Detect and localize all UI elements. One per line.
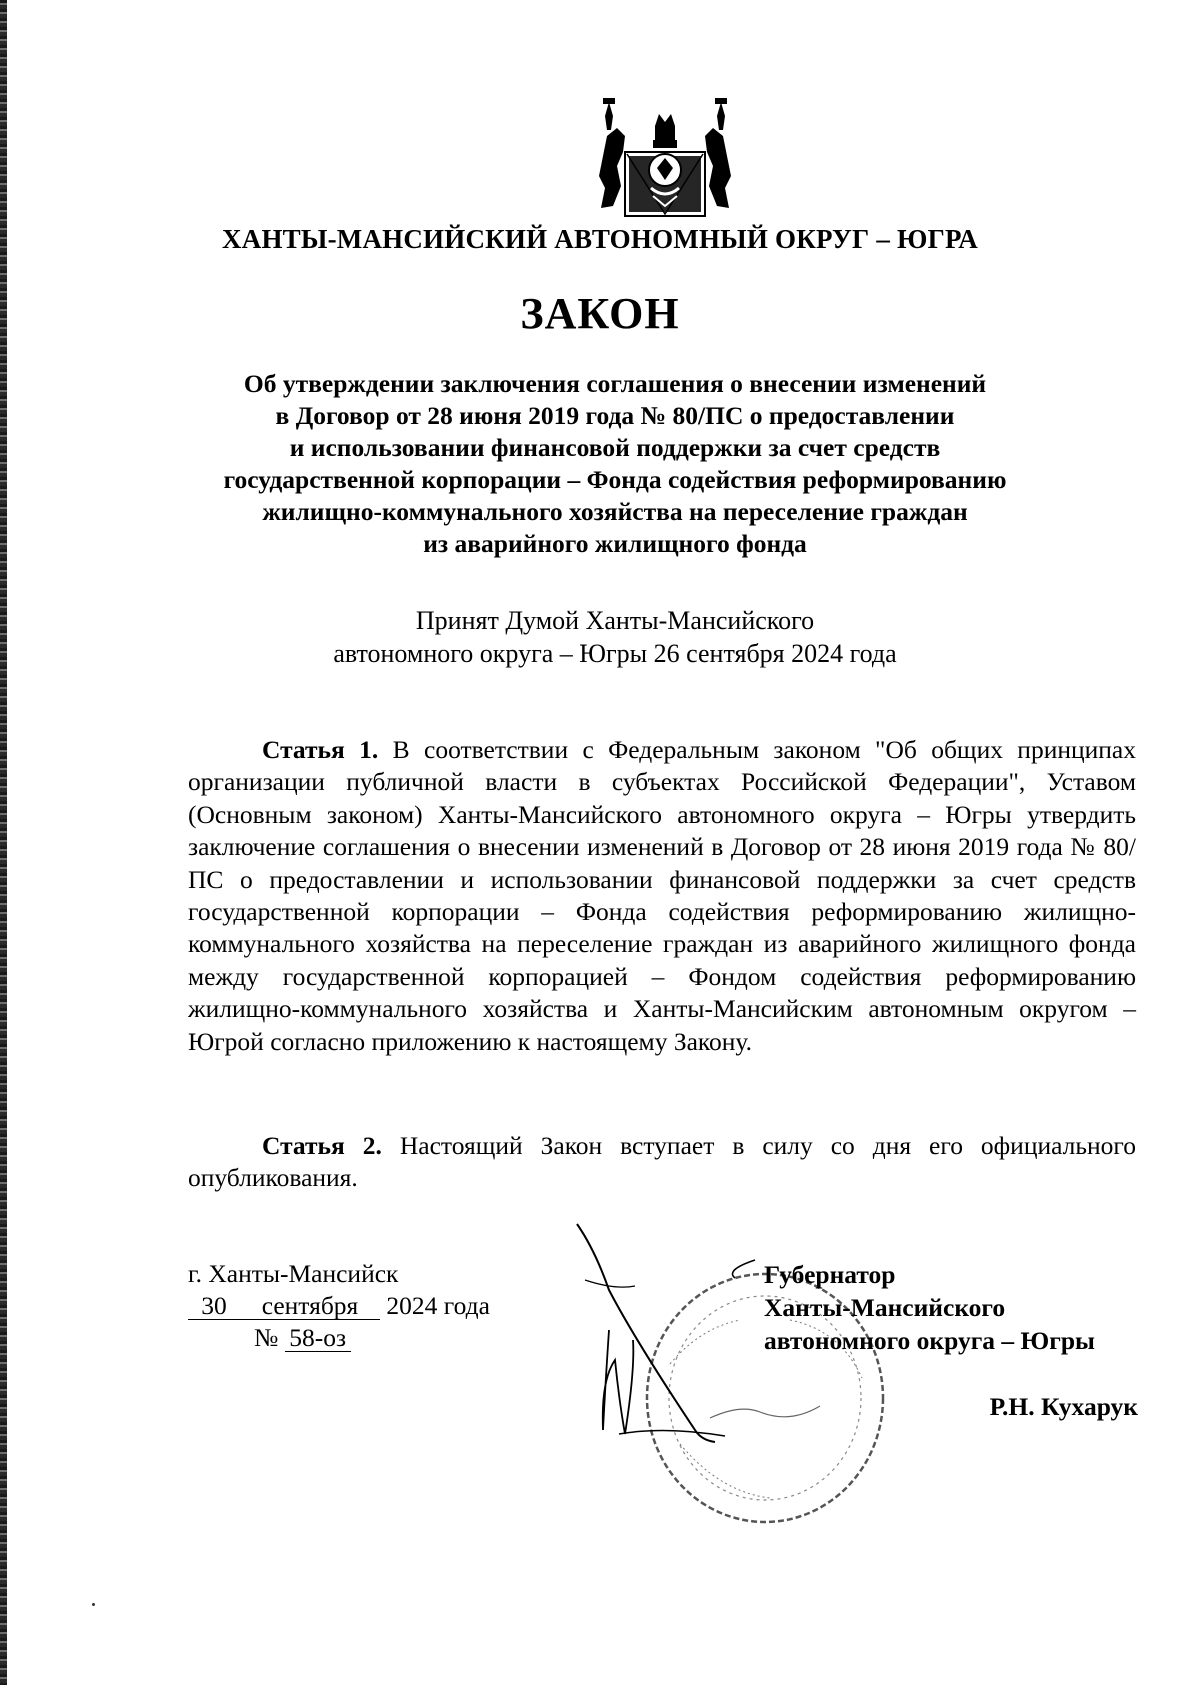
number-value: 58-оз bbox=[285, 1325, 351, 1352]
subject-line: государственной корпорации – Фонда содействия реформированию bbox=[223, 465, 1007, 494]
date-day: 30 bbox=[188, 1293, 240, 1320]
governor-title bbox=[764, 1258, 1144, 1357]
article-2 bbox=[188, 1130, 1136, 1195]
scan-speck bbox=[92, 1603, 95, 1606]
article-2-text: Настоящий Закон вступает в силу со дня его официального опубликования. bbox=[188, 1131, 1136, 1193]
governor-title-line: Губернатор bbox=[764, 1260, 896, 1289]
number-prefix: № bbox=[254, 1323, 279, 1352]
subject-line: жилищно-коммунального хозяйства на переселение граждан bbox=[262, 497, 968, 526]
subject-line: и использовании финансовой поддержки за счет средств bbox=[289, 433, 941, 462]
article-1-text: В соответствии с Федеральным законом "Об общих принципах организации публичной власти в субъектах Российской Федерации", Уставом (Основным законом) Ханты-Мансийского автономного округа – Югры утвердить заключение соглашения о внесении изменений в Договор от 28 июня 2019 года № 80/ПС о предоставлении и использовании финансовой поддержки за счет средств государственной корпорации – Фонда содействия реформированию жилищно-коммунального хозяйства на переселение граждан из аварийного жилищного фонда между государственной корпорацией – Фондом содействия реформированию жилищно-коммунального хозяйства и Ханты-Мансийским автономным округом – Югрой согласно приложению к настоящему Закону. bbox=[188, 735, 1137, 1056]
city: г. Ханты-Мансийск bbox=[188, 1259, 399, 1288]
subject-line: в Договор от 28 июня 2019 года № 80/ПС о предоставлении bbox=[275, 401, 955, 430]
governor-title-line: Ханты-Мансийского bbox=[764, 1293, 1006, 1322]
coat-of-arms-emblem bbox=[595, 96, 735, 220]
law-subject bbox=[150, 368, 1080, 560]
article-1 bbox=[188, 734, 1136, 1058]
signing-date bbox=[188, 1290, 548, 1322]
article-1-label: Статья 1. bbox=[262, 735, 379, 764]
article-2-label: Статья 2. bbox=[262, 1131, 382, 1160]
adoption-line: автономного округа – Югры 26 сентября 2024 года bbox=[333, 639, 897, 668]
governor-title-line: автономного округа – Югры bbox=[764, 1326, 1095, 1355]
adoption-note bbox=[150, 604, 1080, 670]
subject-line: из аварийного жилищного фонда bbox=[423, 529, 807, 558]
adoption-line: Принят Думой Ханты-Мансийского bbox=[415, 606, 815, 635]
date-month: сентября bbox=[240, 1293, 380, 1320]
region-title: ХАНТЫ-МАНСИЙСКИЙ АВТОНОМНЫЙ ОКРУГ – ЮГРА bbox=[222, 224, 978, 254]
governor-name: Р.Н. Кухарук bbox=[989, 1392, 1138, 1421]
document-type-heading: ЗАКОН bbox=[520, 289, 680, 338]
place-date-block bbox=[188, 1258, 548, 1354]
law-number bbox=[188, 1322, 548, 1354]
handwritten-signature bbox=[575, 1220, 785, 1460]
date-year: 2024 года bbox=[386, 1291, 490, 1320]
subject-line: Об утверждении заключения соглашения о внесении изменений bbox=[243, 369, 987, 398]
